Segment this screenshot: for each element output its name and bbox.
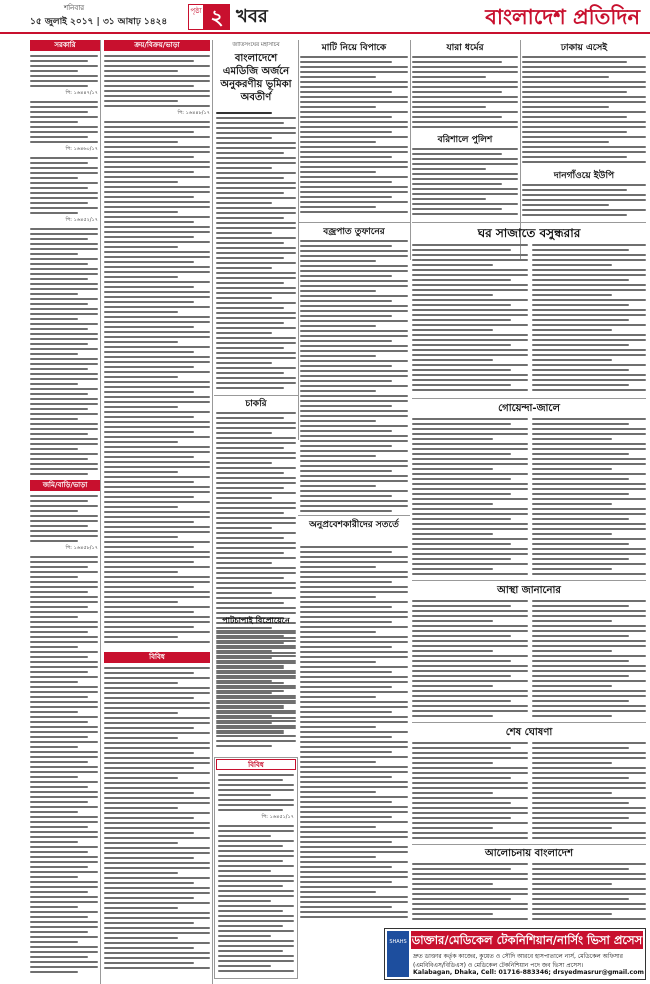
page-header [0, 0, 650, 34]
ad-code: পি: ১৬৪৫২/১৭ [65, 217, 98, 223]
ad-code: পি: ১৬৪৫৮/১৭ [65, 545, 98, 551]
section-heading: চাকরি [245, 399, 267, 409]
article-body [300, 546, 408, 926]
bibidh-body [218, 774, 294, 974]
section-divider [412, 722, 646, 723]
article-body [532, 418, 646, 578]
ad-logo: SHAHS [387, 931, 409, 977]
ad-code: পি: ১৬৪৫১/১৭ [261, 814, 294, 820]
article-body [532, 600, 646, 720]
column-rule [298, 40, 299, 440]
article-body [412, 863, 528, 923]
lead-headline: বাংলাদেশে এমডিজি অর্জনে অনুকরণীয় ভূমিকা অবতীর্ণ [220, 53, 292, 103]
visa-process-advertisement [384, 928, 646, 980]
page-word-box: পৃষ্ঠা [188, 4, 204, 30]
ad-title: ডাক্তার/মেডিকেল টেকনিশিয়ান/নার্সিং ভিসা প্রসেস [411, 933, 643, 947]
article-headline: যারা ধর্মের [446, 43, 484, 53]
section-divider [298, 222, 410, 223]
article-body [412, 418, 528, 578]
article-headline: শেষ ঘোষণা [505, 727, 553, 738]
classified-heading: বিবিধ [216, 759, 296, 770]
article-headline: আস্থা জানানোর [497, 585, 561, 596]
article-headline: ঢাকায় এসেই [560, 43, 608, 53]
classified-column-1 [30, 55, 98, 475]
article-headline: ঘর সাজাতে বসুন্ধরার [477, 226, 581, 240]
section-divider [412, 222, 646, 223]
classified-column-1b [30, 495, 98, 975]
classified-heading: বিবিধ [104, 652, 210, 663]
section-divider [412, 580, 646, 581]
section-divider [298, 515, 410, 516]
article-headline: অনুপ্রবেশকারীদের সতর্তে [309, 520, 399, 530]
article-headline: মাটি নিয়ে বিপাকে [321, 43, 387, 53]
article-body [300, 56, 408, 218]
page-number: ২ [204, 4, 230, 30]
lead-article-body [216, 112, 296, 392]
article-body [532, 863, 646, 923]
ad-code: পি: ১৬৪৪৭/১৭ [65, 90, 98, 96]
article-headline: বরিশালে পুলিশ [437, 135, 493, 145]
section-divider [214, 395, 298, 396]
header-date: ১৫ জুলাই ২০১৭ | ৩১ আষাঢ় ১৪২৪ [30, 17, 168, 27]
classified-heading: জমি/বাড়ি/ভাড়া [30, 480, 100, 491]
ad-code: পি: ১৬৪৪৮/১৭ [177, 110, 210, 116]
classified-heading: সরকারি [30, 40, 100, 51]
section-divider [412, 844, 646, 845]
column-rule [100, 40, 101, 984]
article-body [522, 56, 646, 168]
lead-kicker: জাতিসংঘের মহাসচিব [232, 42, 280, 48]
section-divider [412, 398, 646, 399]
ad-contact: Kalabagan, Dhaka, Cell: 01716-883346; drsyedmasrur@gmail.com [413, 969, 644, 976]
classified-column-2b [104, 667, 210, 977]
article-headline: গোয়েন্দা-জালে [498, 403, 560, 414]
classified-heading: ক্রয়/বিক্রয়/ভাড়া [104, 40, 210, 51]
ad-code: পি: ১৬৪৬০/১৭ [65, 146, 98, 152]
ad-line: (এমবিবিএস/বিডিএস) ও মেডিকেল টেকনিশিয়ান পদে জব ভিসা প্রসেস। [413, 962, 584, 969]
ad-line: দ্রুত ডাক্তার কর্তৃক কাজের, কুয়েত ও সৌদি আরবে হাসপাতালে নার্স, মেডিকেল অফিসার [413, 953, 623, 960]
article-headline: পাটচাপাই বিপ্রোয়েনে [222, 615, 290, 625]
header-day: শনিবার [64, 4, 85, 12]
article-body [216, 630, 296, 755]
article-body [412, 148, 518, 220]
article-body [412, 56, 518, 131]
classified-column-2 [104, 55, 210, 645]
newspaper-logo: বাংলাদেশ প্রতিদিন [485, 4, 640, 29]
article-body [412, 244, 528, 394]
column-rule [410, 40, 411, 260]
article-body [412, 742, 528, 842]
article-body [412, 600, 528, 720]
column-rule [212, 40, 213, 984]
article-body [522, 184, 646, 220]
page-label: খবর [236, 6, 268, 27]
article-body [300, 240, 408, 515]
article-body [532, 244, 646, 394]
article-headline: বজ্রপাত তুফানের [323, 227, 385, 237]
article-headline: দানগাঁওয়ে ইউপি [553, 171, 615, 181]
article-headline: আলোচনায় বাংলাদেশ [485, 848, 573, 859]
article-body [532, 742, 646, 842]
